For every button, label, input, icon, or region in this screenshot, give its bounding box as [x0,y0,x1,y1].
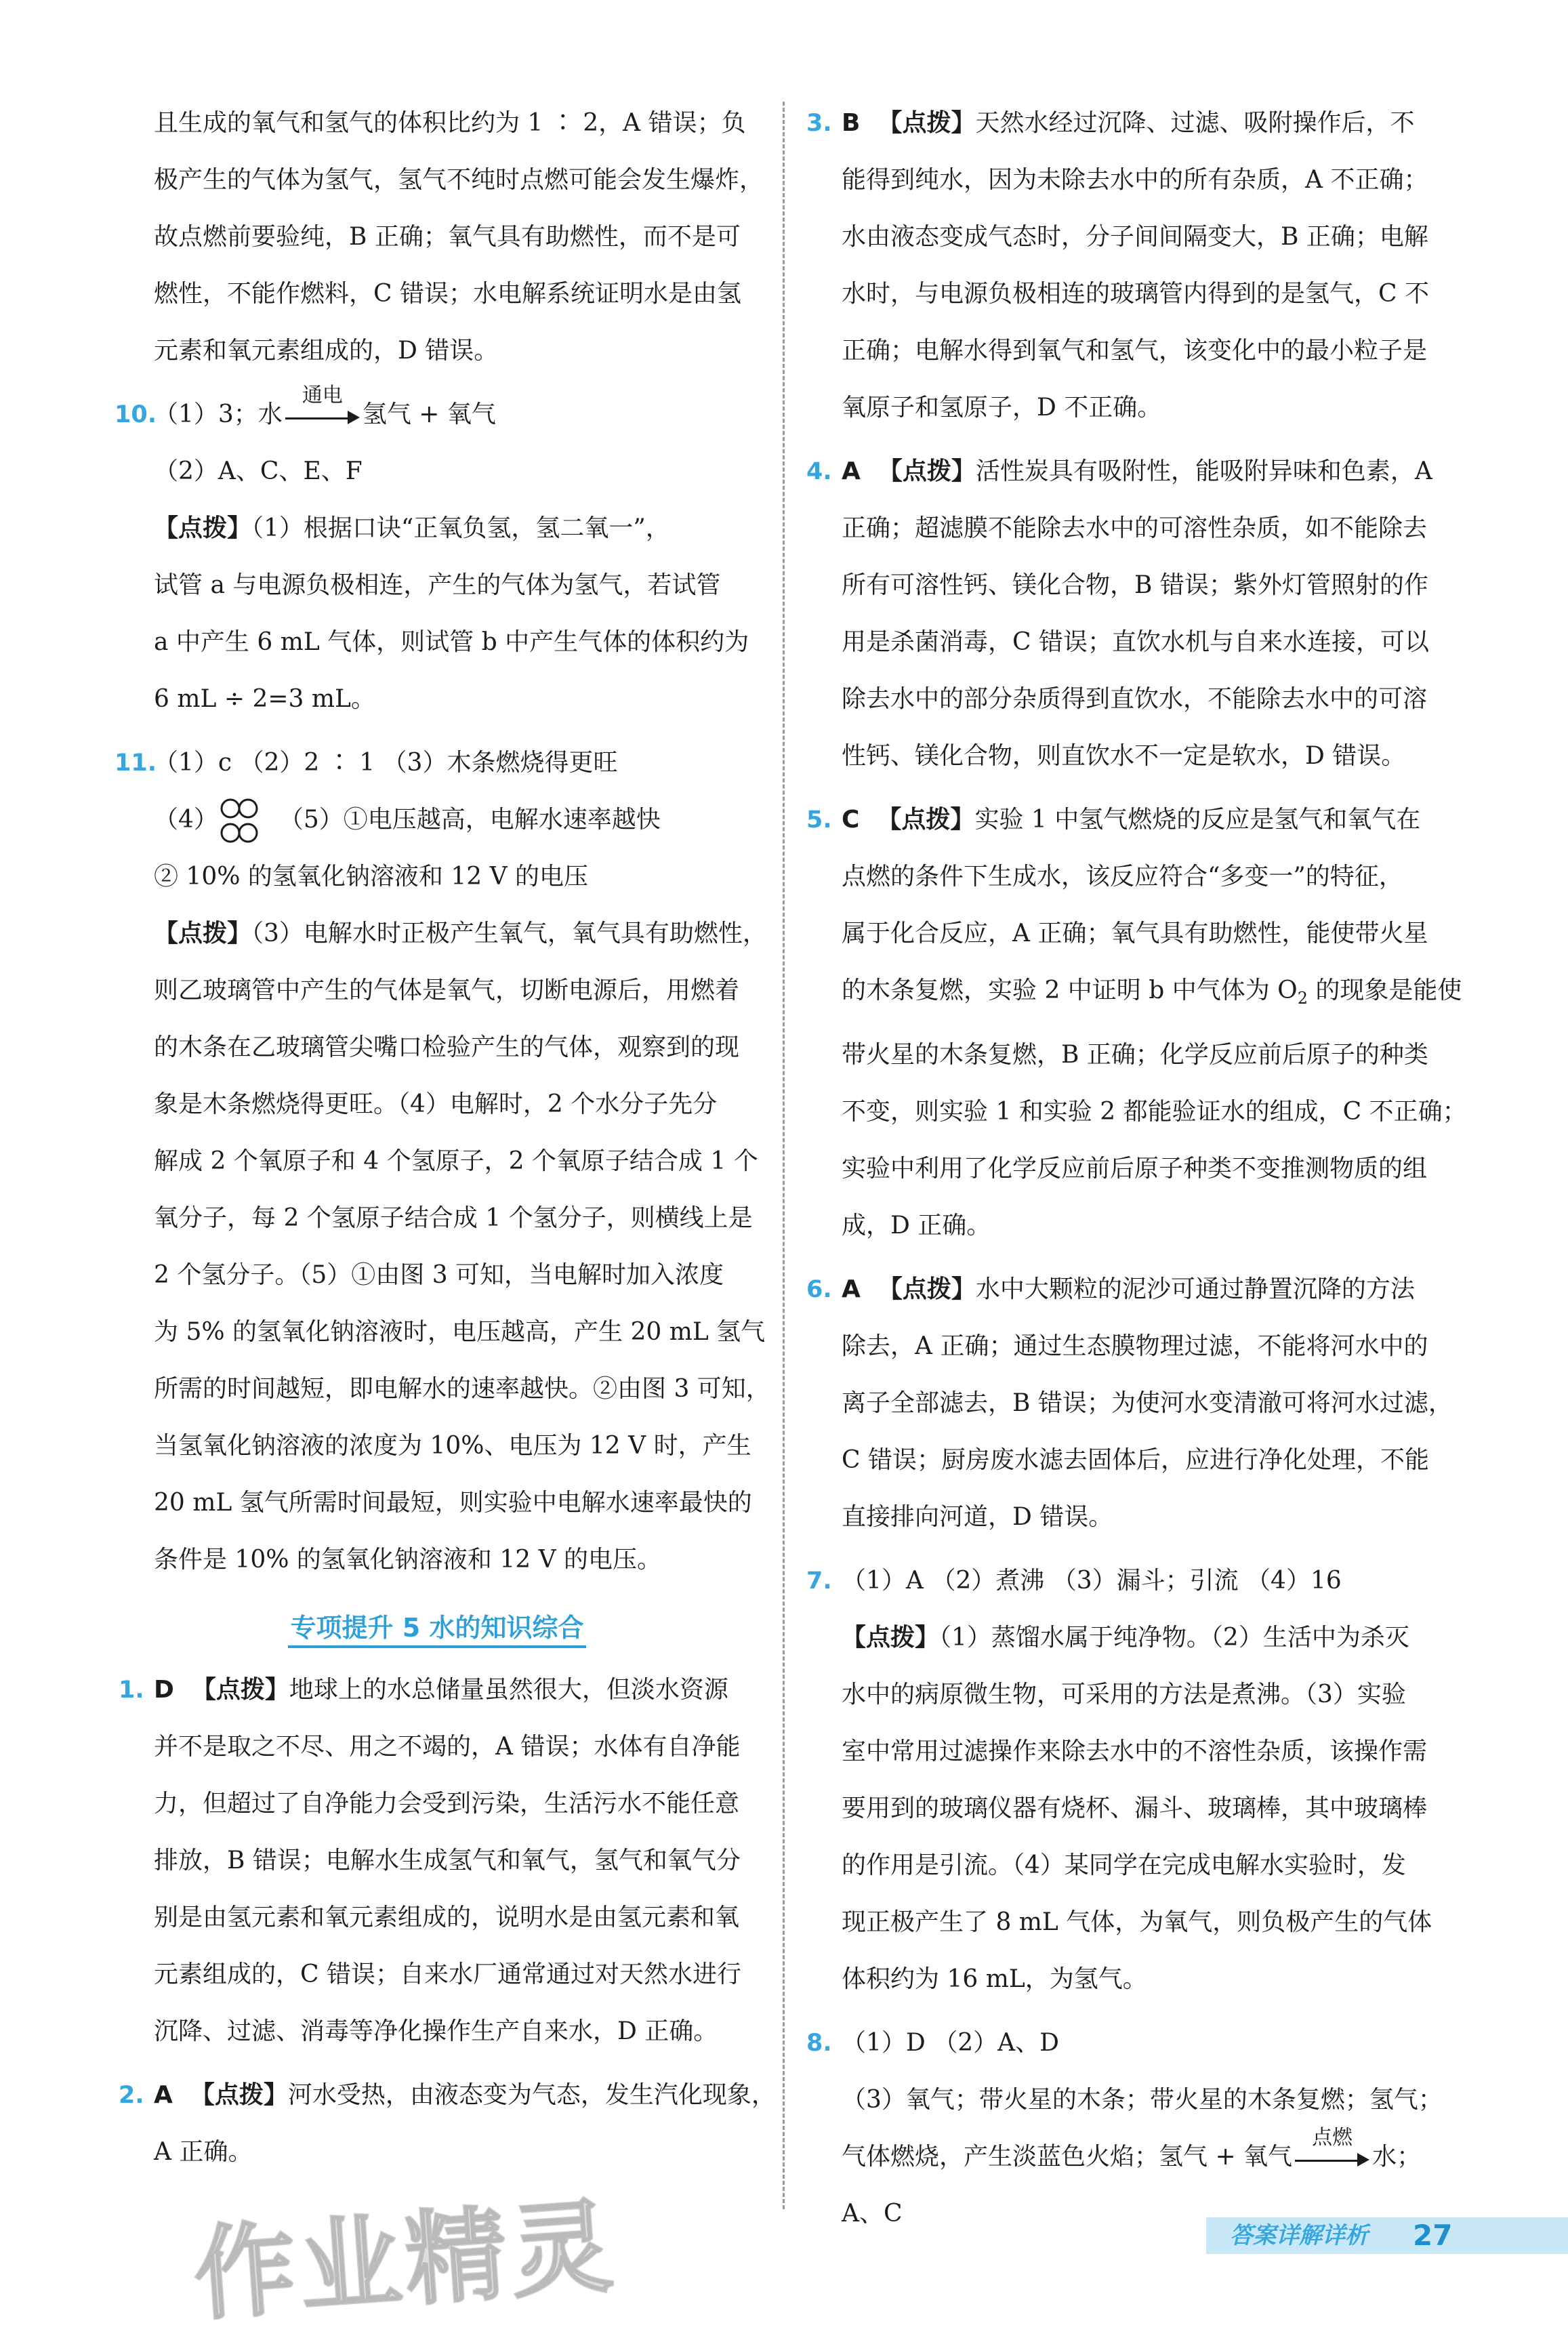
explanation-line: a 中产生 6 mL 气体，则试管 b 中产生气体的体积约为 [154,628,749,656]
explanation-text: 河水受热，由液态变为气态，发生汽化现象， [287,2081,776,2109]
explanation-line: 属于化合反应，A 正确；氧气具有助燃性，能使带火星 [842,920,1428,947]
reaction-condition: 通电 [302,384,343,407]
explanation-line: 能得到纯水，因为未除去水中的所有杂质，A 不正确； [842,166,1428,194]
explanation-line: 用是杀菌消毒，C 错误；直饮水机与自来水连接，可以 [842,628,1429,656]
reaction-arrow [1295,2126,1369,2172]
answer-letter: A [842,457,861,485]
answer-line: （1）D （2）A、D [842,2029,1059,2057]
answer-line: （1）c （2）2 ∶ 1 （3）木条燃烧得更旺 [154,749,618,777]
explanation-line: 力，但超过了自净能力会受到污染，生活污水不能任意 [154,1790,740,1818]
explanation-line: 的木条在乙玻璃管尖嘴口检验产生的气体，观察到的现 [154,1033,740,1061]
explanation-line: 2 个氢分子。（5）①由图 3 可知，当电解时加入浓度 [154,1261,724,1289]
explanation-line [842,443,1457,500]
explanation-line: 正确；超滤膜不能除去水中的可溶性杂质，如不能除去 [842,514,1428,542]
answer-letter: D [154,1676,174,1704]
explanation-text: 天然水经过沉降、过滤、吸附操作后，不 [975,109,1415,137]
question-number: 5. [806,806,832,834]
explanation-line: A 正确。 [154,2138,253,2166]
hint-tag: 【点拨】 [190,2081,288,2109]
question-number: 6. [806,1276,832,1304]
page-number: 27 [1413,2219,1453,2252]
explanation-line: 室中常用过滤操作来除去水中的不溶性杂质，该操作需 [842,1738,1428,1766]
answer-line: （1）A （2）煮沸 （3）漏斗；引流 （4）16 [842,1567,1342,1595]
right-column [806,95,1467,2249]
explanation-line: 解成 2 个氧原子和 4 个氢原子，2 个氧原子结合成 1 个 [154,1147,758,1175]
explanation-line: 除去水中的部分杂质得到直饮水，不能除去水中的可溶 [842,685,1428,713]
answer-letter: C [842,806,860,834]
question-s6 [806,1261,1457,1546]
explanation-line: 不变，则实验 1 和实验 2 都能验证水的组成，C 不正确； [842,1098,1467,1126]
explanation-line: 体积约为 16 mL，为氢气。 [842,1965,1147,1994]
explanation-line: 现正极产生了 8 mL 气体，为氧气，则负极产生的气体 [842,1908,1432,1937]
hint-tag: 【点拨】 [842,1624,940,1652]
question-number: 3. [806,110,832,137]
question-s2 [119,2067,776,2181]
explanation-line: 正确；电解水得到氧气和氢气，该变化中的最小粒子是 [842,337,1428,365]
hint-tag: 【点拨】 [154,514,252,542]
answer-line [154,386,756,443]
text-line: 燃性，不能作燃料，C 错误；水电解系统证明水是由氢 [154,280,741,308]
explanation-text: 的木条复燃，实验 2 中证明 b 中气体为 O [842,977,1298,1004]
section-title [119,1601,756,1655]
answer-text: （5）①电压越高，电解水速率越快 [278,806,661,834]
footer-label: 答案详解详析 [1230,2222,1368,2249]
question-10 [115,384,756,728]
explanation-line: C 错误；厨房废水滤去固体后，应进行净化处理，不能 [842,1446,1429,1475]
question-s3 [806,95,1457,436]
explanation-line: 象是木条燃烧得更旺。（4）电解时，2 个水分子先分 [154,1090,718,1118]
answer-line [842,2126,1457,2185]
text-line: 元素和氧元素组成的，D 错误。 [154,337,499,365]
hint-tag: 【点拨】 [877,806,975,834]
explanation-line: 要用到的玻璃仪器有烧杯、漏斗、玻璃棒，其中玻璃棒 [842,1794,1428,1823]
explanation-line [154,905,767,962]
answer-letter: B [842,109,861,137]
text-line: 故点燃前要验纯，B 正确；氧气具有助燃性，而不是可 [154,223,741,251]
explanation-line: 20 mL 氢气所需时间最短，则实验中电解水速率最快的 [154,1489,752,1517]
subscript: 2 [1297,989,1308,1008]
explanation-text: （1）蒸馏水属于纯净物。（2）生活中为杀灭 [939,1624,1409,1652]
explanation-line: 6 mL ÷ 2=3 mL。 [154,685,375,713]
question-s1 [119,1662,756,2060]
reaction-condition: 点燃 [1312,2126,1353,2150]
question-s5 [806,792,1467,1254]
question-11 [115,735,770,1588]
question-s8 [806,2015,1457,2242]
column-divider [783,102,785,2209]
explanation-line: 别是由氢元素和氧元素组成的，说明水是由氢元素和氧 [154,1904,740,1931]
left-continuation [119,95,764,379]
explanation-text: （3）电解水时正极产生氧气，氧气具有助燃性， [251,920,767,947]
answer-line: （2）A、C、E、F [154,457,363,485]
reaction-arrow [285,384,360,430]
hint-tag: 【点拨】 [154,920,252,947]
explanation-line: 当氢氧化钠溶液的浓度为 10%、电压为 12 V 时，产生 [154,1432,751,1460]
explanation-line: 的作用是引流。（4）某同学在完成电解水实验时，发 [842,1851,1406,1880]
text-line: 且生成的氧气和氢气的体积比约为 1 ∶ 2，A 错误；负 [154,109,746,137]
question-s4 [806,443,1457,785]
answer-text: 氢气 + 氧气 [362,401,496,428]
explanation-line: 并不是取之不尽、用之不竭的，A 错误；水体有自净能 [154,1733,741,1761]
explanation-line: 水时，与电源负极相连的玻璃管内得到的是氢气，C 不 [842,280,1429,308]
answer-letter: A [154,2081,173,2109]
answer-line [154,792,756,848]
explanation-line: 点燃的条件下生成水，该反应符合“多变一”的特征， [842,863,1403,890]
question-number: 10. [115,401,157,428]
explanation-line: 成，D 正确。 [842,1212,991,1240]
hint-tag: 【点拨】 [878,1275,976,1304]
explanation-line: 则乙玻璃管中产生的气体是氧气，切断电源后，用燃着 [154,977,740,1004]
explanation-line: 沉降、过滤、消毒等净化操作生产自来水，D 正确。 [154,2017,718,2045]
question-number: 7. [806,1567,832,1595]
explanation-line: 水中的病原微生物，可采用的方法是煮沸。（3）实验 [842,1681,1406,1709]
explanation-text: 水中大颗粒的泥沙可通过静置沉降的方法 [975,1275,1415,1304]
explanation-line: 带火星的木条复燃，B 正确；化学反应前后原子的种类 [842,1041,1428,1069]
question-number: 2. [119,2082,144,2109]
answer-text: 气体燃烧，产生淡蓝色火焰；氢气 + 氧气 [842,2143,1293,2171]
answer-text: （4） [154,806,218,834]
explanation-line [842,1261,1457,1318]
explanation-line: 条件是 10% 的氢氧化钠溶液和 12 V 的电压。 [154,1546,662,1574]
explanation-text: 实验 1 中氢气燃烧的反应是氢气和氧气在 [974,806,1421,834]
answer-letter: A [842,1275,861,1304]
hint-tag: 【点拨】 [191,1676,289,1704]
explanation-text: 活性炭具有吸附性，能吸附异味和色素，A [975,457,1432,485]
explanation-line: 实验中利用了化学反应前后原子种类不变推测物质的组 [842,1155,1428,1183]
answer-text: （1）3；水 [154,401,283,428]
explanation-line: 元素组成的，C 错误；自来水厂通常通过对天然水进行 [154,1961,741,1988]
explanation-text: 地球上的水总储量虽然很大，但淡水资源 [289,1676,728,1704]
left-column [115,95,776,2188]
section-title-text: 专项提升 5 水的知识综合 [288,1613,587,1648]
explanation-line [842,95,1457,152]
explanation-line [842,792,1457,848]
question-number: 8. [806,2030,832,2057]
hydrogen-molecules-icon [218,796,266,846]
explanation-line: 氧分子，每 2 个氢原子结合成 1 个氢分子，则横线上是 [154,1204,753,1232]
hint-tag: 【点拨】 [878,109,976,137]
explanation-line [154,2067,776,2124]
answer-text: 水； [1372,2143,1422,2171]
explanation-line: 排放，B 错误；电解水生成氢气和氧气，氢气和氧气分 [154,1847,741,1874]
explanation-line: 直接排向河道，D 错误。 [842,1503,1113,1532]
answer-line: ② 10% 的氢氧化钠溶液和 12 V 的电压 [154,863,589,890]
explanation-text: 的现象是能使 [1307,977,1462,1004]
explanation-line: 水由液态变成气态时，分子间间隔变大，B 正确；电解 [842,223,1428,251]
explanation-line: 为 5% 的氢氧化钠溶液时，电压越高，产生 20 mL 氢气 [154,1318,766,1346]
question-number: 11. [115,750,157,777]
explanation-line [842,962,1462,1027]
explanation-text: （1）根据口诀“正氧负氢，氢二氧一”， [251,514,670,542]
explanation-line: 氧原子和氢原子，D 不正确。 [842,394,1162,422]
hint-tag: 【点拨】 [878,457,976,485]
explanation-line: 试管 a 与电源负极相连，产生的气体为氢气，若试管 [154,571,721,599]
explanation-line [154,500,756,557]
answer-line: A、C [842,2200,903,2228]
question-number: 4. [806,458,832,485]
explanation-line [154,1662,756,1719]
question-s7 [806,1553,1457,2008]
question-number: 1. [119,1677,144,1704]
explanation-line: 所需的时间越短，即电解水的速率越快。②由图 3 可知， [154,1375,770,1403]
answer-line: （3）氧气；带火星的木条；带火星的木条复燃；氢气； [842,2086,1443,2114]
explanation-line: 除去，A 正确；通过生态膜物理过滤，不能将河水中的 [842,1332,1428,1361]
text-line: 极产生的气体为氢气，氢气不纯时点燃可能会发生爆炸， [154,166,764,194]
explanation-line: 所有可溶性钙、镁化合物，B 错误；紫外灯管照射的作 [842,571,1428,599]
watermark: 作业精灵 [190,2188,621,2335]
explanation-line [842,1609,1457,1666]
explanation-line: 性钙、镁化合物，则直饮水不一定是软水，D 错误。 [842,742,1406,770]
explanation-line: 离子全部滤去，B 错误；为使河水变清澈可将河水过滤， [842,1389,1453,1418]
